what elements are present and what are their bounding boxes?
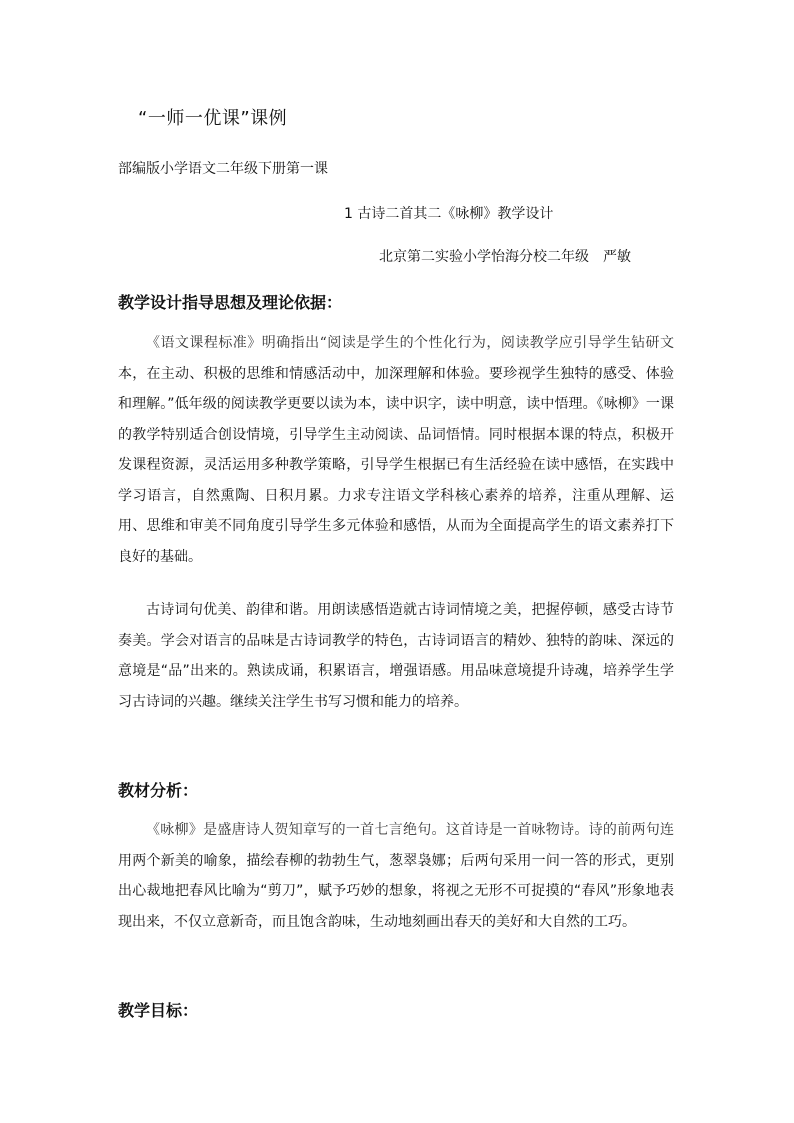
document-title: “一师一优课”课例 [138,108,288,129]
section-heading-analysis: 教材分析： [118,781,199,800]
theory-paragraph-1-body: 本，在主动、积极的思维和情感活动中，加深理解和体验。要珍视学生独特的感受、体验和理解。”低年级的阅读教学更要以读为本，读中识字，读中明意，读中悟理。《咏柳》一课的教学特别适合创设情境，引导学生主动阅读、品词悟情。同时根据本课的特点，积极开发课程资源，灵活运用多种教学策略，引导学生根据已有生活经验在读中感悟，在实践中学习语言，自然熏陶、日积月累。力求专注语文学科核心素养的培养，注重从理解、运用、思维和审美不同角度引导学生多元体验和感悟，从而为全面提高学生的语文素养打下良好的基础。 [118,365,674,565]
analysis-paragraph-1-body: 用两个新美的喻象，描绘春柳的勃勃生气，葱翠袅娜；后两句采用一问一答的形式，更别出心裁地把春风比喻为“剪刀”，赋予巧妙的想象，将视之无形不可捉摸的“春风”形象地表现出来，不仅立意新奇，而且饱含韵味，生动地刻画出春天的美好和大自然的工巧。 [118,852,674,930]
theory-paragraph-1 [118,328,674,572]
section-heading-theory: 教学设计指导思想及理论依据： [118,293,343,312]
lesson-title: 1 古诗二首其二《咏柳》教学设计 [344,206,554,222]
section-heading-goals: 教学目标： [118,1001,199,1020]
document-subtitle: 部编版小学语文二年级下册第一课 [118,161,328,177]
analysis-paragraph-1 [118,815,674,937]
theory-paragraph-1-lead: 《语文课程标准》明确指出“阅读是学生的个性化行为，阅读教学应引导学生钻研文 [146,335,674,351]
author-line: 北京第二实验小学怡海分校二年级 严敏 [379,249,631,265]
theory-paragraph-2: 古诗词句优美、韵律和谐。用朗读感悟造就古诗词情境之美，把握停顿，感受古诗节奏美。学会对语言的品味是古诗词教学的特色，古诗词语言的精妙、独特的韵味、深远的意境是“品”出来的。熟读成诵，积累语言，增强语感。用品味意境提升诗魂，培养学生学习古诗词的兴趣。继续关注学生书写习惯和能力的培养。 [118,602,674,710]
analysis-paragraph-1-lead: 《咏柳》是盛唐诗人贺知章写的一首七言绝句。这首诗是一首咏物诗。诗的前两句连 [146,822,674,838]
